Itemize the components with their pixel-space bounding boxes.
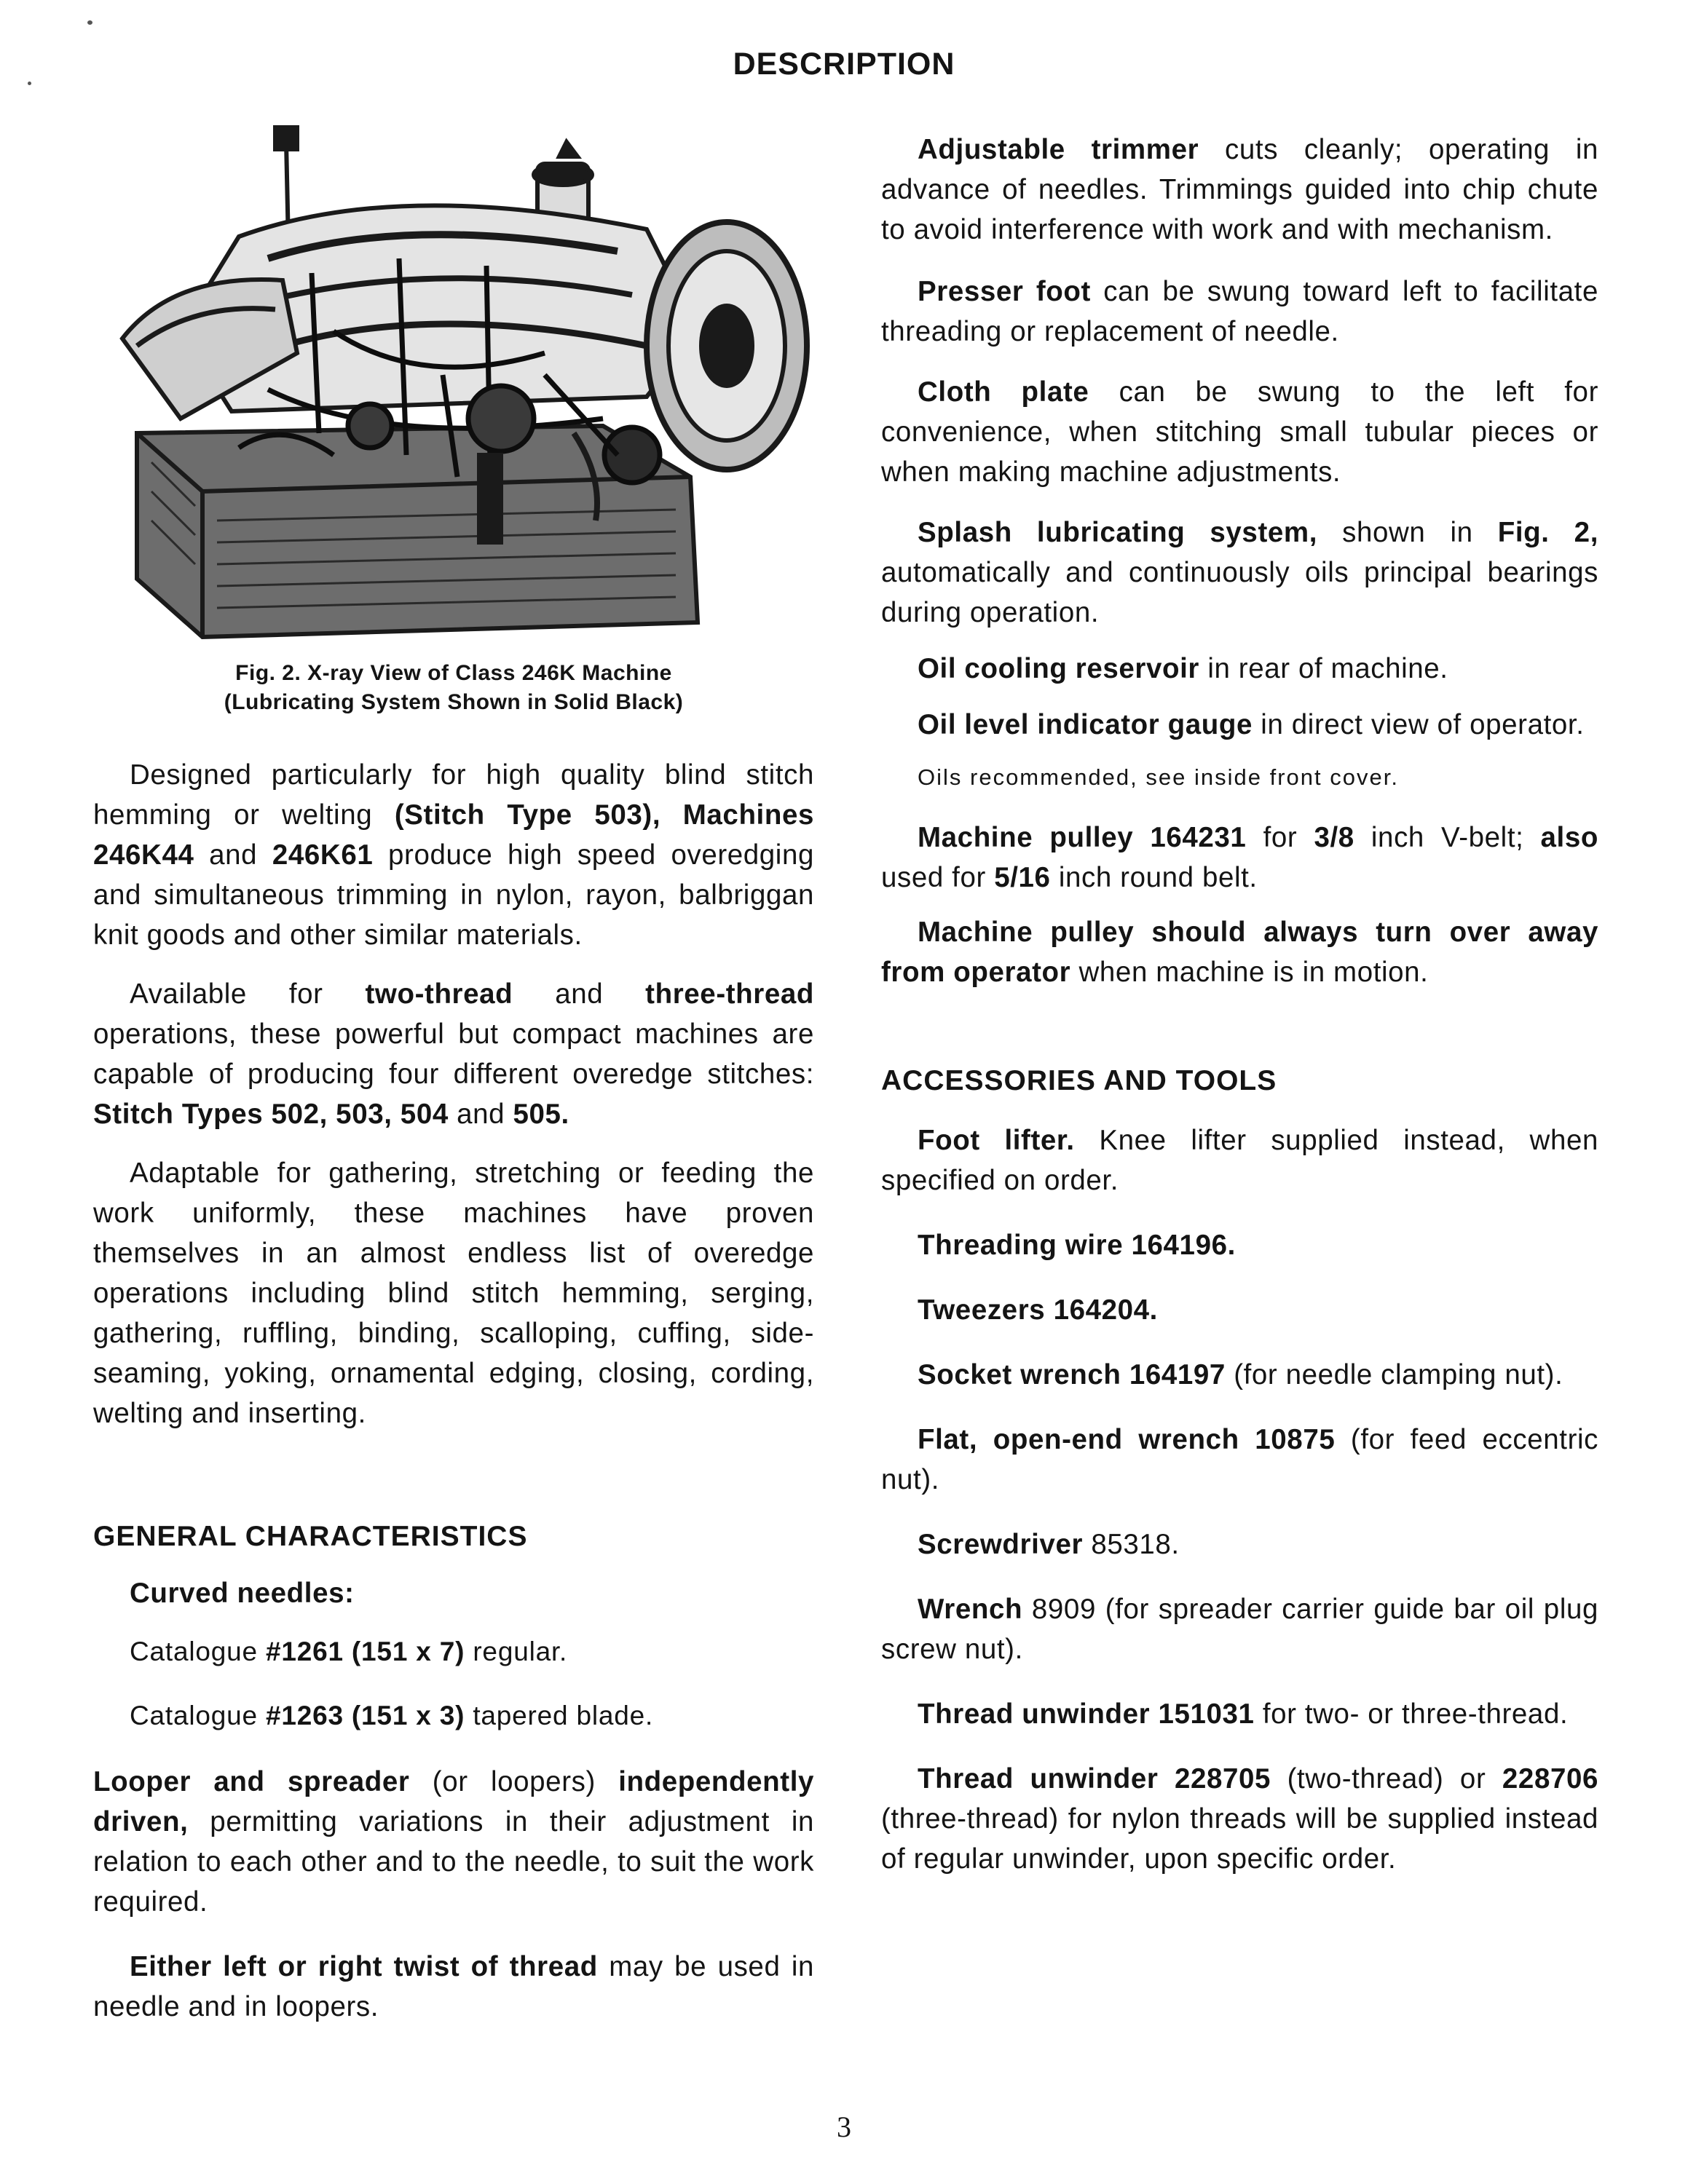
looper-spreader-paragraph: Looper and spreader (or loopers) independently driven, permitting variations in their adjustment in relation to each other and to the needle, to suit the work required. <box>93 1766 814 1918</box>
tweezers-item: Tweezers 164204. <box>918 1294 1158 1326</box>
page-number: 3 <box>837 2110 851 2143</box>
cloth-plate-paragraph: Cloth plate can be swung to the left for convenience, when stitching small tubular pieces or when making machine adjustments. <box>881 376 1598 488</box>
thread-unwinder-151031-paragraph: Thread unwinder 151031 for two- or three-thread. <box>918 1698 1569 1730</box>
splash-lubricating-paragraph: Splash lubricating system, shown in Fig. 2, automatically and continuously oils principal bearings during operation. <box>881 517 1598 628</box>
thread-twist-paragraph: Either left or right twist of thread may be used in needle and in loopers. <box>93 1951 814 2022</box>
oils-recommended-note: Oils recommended, see inside front cover. <box>918 764 1399 790</box>
oil-level-gauge-paragraph: Oil level indicator gauge in direct view of operator. <box>918 709 1585 740</box>
availability-paragraph: Available for two-thread and three-thread operations, these powerful but compact machines are capable of producing four different overedge stitches: Stitch Types 502, 503, 504 and 505. <box>93 978 814 1130</box>
page-title: DESCRIPTION <box>733 47 955 82</box>
machine-figure <box>93 113 814 644</box>
thread-unwinder-228705-paragraph: Thread unwinder 228705 (two-thread) or 228706 (three-thread) for nylon threads will be supplied instead of regular unwinder, upon specific order. <box>881 1763 1598 1875</box>
caption-line-2: (Lubricating System Shown in Solid Black) <box>224 690 684 714</box>
wrench-paragraph: Wrench 8909 (for spreader carrier guide bar oil plug screw nut). <box>881 1594 1598 1665</box>
machine-pulley-paragraph: Machine pulley 164231 for 3/8 inch V-belt; also used for 5/16 inch round belt. <box>881 822 1598 893</box>
adaptable-paragraph: Adaptable for gathering, stretching or feeding the work uniformly, these machines have proven themselves in an almost endless list of overedge operations including blind stitch hemming, serging, gathering, ruffling, binding, scalloping, cuffing, side-seaming, yoking, ornamental edging, closing, cording, welting and inserting. <box>93 1158 814 1429</box>
oil-cooling-reservoir-paragraph: Oil cooling reservoir in rear of machine. <box>918 653 1448 684</box>
presser-foot-paragraph: Presser foot can be swung toward left to facilitate threading or replacement of needle. <box>881 276 1598 347</box>
curved-needles-label: Curved needles: <box>130 1578 355 1609</box>
foot-lifter-paragraph: Foot lifter. Knee lifter supplied instead, when specified on order. <box>881 1125 1598 1196</box>
scan-speck <box>87 20 92 25</box>
pulley-direction-paragraph: Machine pulley should always turn over away from operator when machine is in motion. <box>881 917 1598 988</box>
general-characteristics-heading: GENERAL CHARACTERISTICS <box>93 1521 528 1552</box>
caption-line-1: Fig. 2. X-ray View of Class 246K Machine <box>235 661 672 685</box>
socket-wrench-paragraph: Socket wrench 164197 (for needle clamping nut). <box>918 1359 1563 1390</box>
left-column <box>93 113 814 2046</box>
screwdriver-item: Screwdriver 85318. <box>918 1529 1180 1560</box>
catalogue-1263: Catalogue #1263 (151 x 3) tapered blade. <box>130 1701 654 1730</box>
threading-wire-item: Threading wire 164196. <box>918 1230 1236 1261</box>
catalogue-1261: Catalogue #1261 (151 x 7) regular. <box>130 1637 568 1666</box>
figure-caption <box>93 659 814 717</box>
intro-paragraph: Designed particularly for high quality blind stitch hemming or welting (Stitch Type 503), Machines 246K44 and 246K61 produce high speed overedging and simultaneous trimming in nylon, rayon, balbriggan knit goods and other similar materials. <box>93 759 814 951</box>
flat-wrench-paragraph: Flat, open-end wrench 10875 (for feed eccentric nut). <box>881 1424 1598 1495</box>
adjustable-trimmer-paragraph: Adjustable trimmer cuts cleanly; operating in advance of needles. Trimmings guided into chip chute to avoid interference with work and with mechanism. <box>881 134 1598 245</box>
right-column <box>881 130 1598 1898</box>
accessories-tools-heading: ACCESSORIES AND TOOLS <box>881 1065 1277 1096</box>
sewing-machine-xray-illustration <box>93 113 814 644</box>
